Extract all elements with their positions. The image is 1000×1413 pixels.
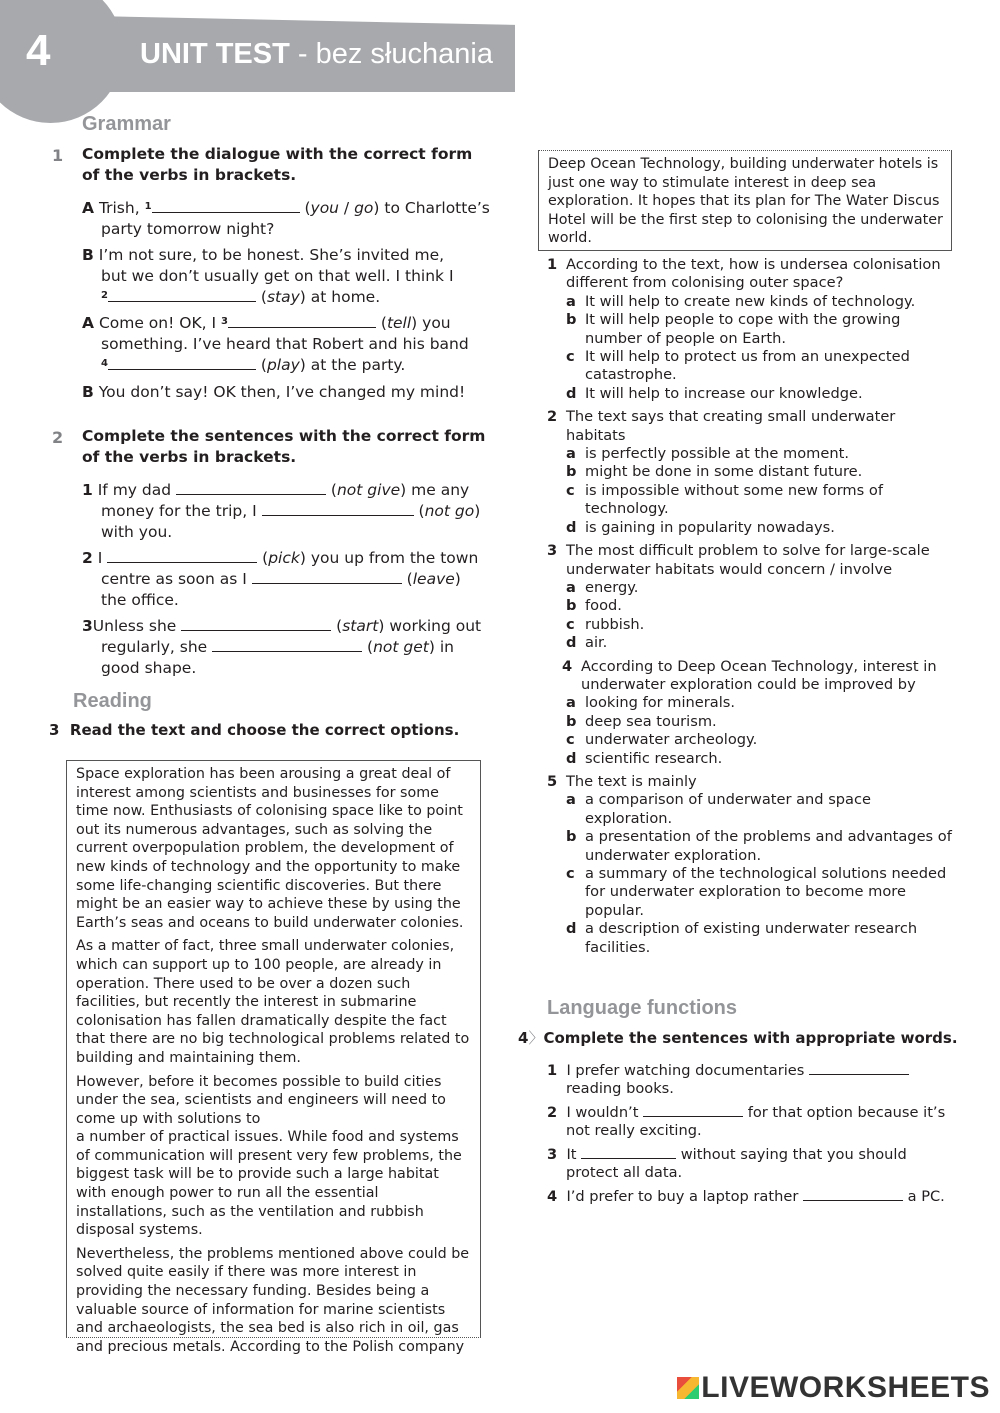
blank-8[interactable]: [252, 569, 402, 584]
reading-paragraph-1: Space exploration has been arousing a great deal of interest among scientists and businesses for some time now. Enthusiasts of colonising space like to point out its numerous advantages, such as solving the current overpopulation problem, the development of new kinds of technology and the opportunity to make some life-changing scientific discoveries. But there might be an easier way to achieve these by using the Earth’s seas and oceans to build underwater colonies.: [76, 766, 464, 931]
question-2: [547, 408, 952, 537]
option-2a[interactable]: a is perfectly possible at the moment.: [566, 445, 849, 463]
title-rest: - bez słuchania: [289, 38, 493, 70]
reading-paragraph-5: Deep Ocean Technology, building underwater hotels is just one way to stimulate interest in deep sea exploration. It hopes that its plan for The Water Discus Hotel will be the first step to colonising the underwater world.: [548, 156, 943, 247]
option-3c[interactable]: c rubbish.: [566, 615, 645, 633]
title-bold: UNIT TEST: [140, 38, 290, 70]
option-5c[interactable]: c a summary of the technological solutions needed for underwater exploration to become more popular.: [566, 865, 947, 919]
blank-2[interactable]: [108, 287, 256, 302]
logo-icon: [677, 1377, 699, 1399]
reading-text-box-continued: [538, 150, 952, 251]
section-language-functions: Language functions: [547, 997, 737, 1019]
section-reading: Reading: [73, 690, 152, 712]
option-4c[interactable]: c underwater archeology.: [566, 731, 758, 749]
blank-3[interactable]: [228, 313, 376, 328]
page-title: [140, 38, 493, 71]
sentence-4-1: 1 I prefer watching documentaries reading books.: [547, 1060, 952, 1099]
unit-badge: [0, 0, 123, 123]
question-stem: 1 According to the text, how is undersea colonisation different from colonising outer space?: [547, 256, 941, 292]
exercise-1-instruction: Complete the dialogue with the correct form of the verbs in brackets.: [82, 145, 473, 184]
reading-paragraph-2: As a matter of fact, three small underwater colonies, which can support up to 100 people, are already in operation. There used to be over a dozen such facilities, but recently the interest in submarine colonisation has fallen dramatically despite the fact that there are no big technological problems related to building and maintaining them.: [76, 938, 470, 1066]
section-grammar: Grammar: [82, 113, 171, 135]
sentence-2-1: 1 If my dad (not give) me any money for the trip, I (not go) with you.: [82, 481, 481, 541]
blank-12[interactable]: [643, 1102, 743, 1117]
blank-9[interactable]: [181, 616, 331, 631]
sentence-4-2: 2 I wouldn’t for that option because it’s not really exciting.: [547, 1104, 946, 1140]
option-2d[interactable]: d is gaining in popularity nowadays.: [566, 518, 835, 536]
option-3d[interactable]: d air.: [566, 634, 608, 652]
dialogue-line-b1: B I’m not sure, to be honest. She’s invited me, but we don’t usually get on that well. I think I $^2$ (stay) at home.: [82, 246, 454, 306]
dialogue-line-a2: A Come on! OK, I $^3$ (tell) you something. I’ve heard that Robert and his band $^4$ (play) at the party.: [82, 314, 469, 374]
blank-11[interactable]: [809, 1060, 909, 1075]
blank-6[interactable]: [262, 501, 414, 516]
reading-questions: [547, 256, 952, 962]
question-5: [547, 773, 952, 957]
blank-13[interactable]: [581, 1144, 676, 1159]
option-5b[interactable]: b a presentation of the problems and advantages of underwater exploration.: [566, 828, 952, 864]
dialogue-line-a1: A Trish, $^1$ (you / go) to Charlotte’s party tomorrow night?: [82, 199, 490, 238]
blank-5[interactable]: [176, 480, 326, 495]
dialogue-line-b2: B You don’t say! OK then, I’ve changed my mind!: [82, 383, 466, 401]
question-1: [547, 256, 952, 403]
option-3a[interactable]: a energy.: [566, 578, 639, 596]
question-stem: 4 According to Deep Ocean Technology, interest in underwater exploration could be improved by: [562, 657, 937, 693]
option-2b[interactable]: b might be done in some distant future.: [566, 463, 863, 481]
option-4d[interactable]: d scientific research.: [566, 749, 723, 767]
reading-text-box: [66, 760, 481, 1355]
option-1b[interactable]: b It will help people to cope with the growing number of people on Earth.: [566, 311, 901, 347]
blank-7[interactable]: [107, 548, 257, 563]
blank-4[interactable]: [108, 355, 256, 370]
option-1d[interactable]: d It will help to increase our knowledge.: [566, 384, 863, 402]
reading-paragraph-3a: However, before it becomes possible to build cities under the sea, scientists and engineers will need to come up with solutions to: [76, 1073, 446, 1127]
option-4b[interactable]: b deep sea tourism.: [566, 712, 717, 730]
reading-paragraph-3b: a number of practical issues. While food and systems of communication will present very few problems, the biggest task will be to provide such a large habitat with enough power to run all the essential installations, such as the ventilation and rubbish disposal systems.: [76, 1129, 462, 1239]
question-3: [547, 542, 952, 652]
option-4a[interactable]: a looking for minerals.: [566, 694, 736, 712]
option-5d[interactable]: d a description of existing underwater research facilities.: [566, 920, 918, 956]
option-1a[interactable]: a It will help to create new kinds of technology.: [566, 292, 916, 310]
option-1c[interactable]: c It will help to protect us from an unexpected catastrophe.: [566, 348, 910, 384]
blank-10[interactable]: [212, 637, 362, 652]
exercise-2-number: 2: [52, 428, 64, 447]
blank-14[interactable]: [803, 1186, 903, 1201]
exercise-1-number: 1: [52, 146, 64, 165]
question-4: [547, 658, 952, 768]
sentence-2-2: 2 I (pick) you up from the town centre as soon as I (leave) the office.: [82, 549, 479, 609]
reading-paragraph-4: Nevertheless, the problems mentioned above could be solved quite easily if there was more interest in providing the necessary funding. Besides being a valuable source of information for marine scientists and archaeologists, the sea bed is also rich in oil, gas and precious metals. According to the Polish company: [76, 1245, 470, 1355]
question-stem: 3 The most difficult problem to solve for large-scale underwater habitats would concern / involve: [547, 542, 930, 578]
sentence-2-3: 3Unless she (start) working out regularly, she (not get) in good shape.: [82, 617, 482, 677]
option-2c[interactable]: c is impossible without some new forms of technology.: [566, 481, 883, 518]
sentence-4-3: 3 It without saying that you should protect all data.: [547, 1146, 907, 1182]
exercise-4-instruction: 4〉Complete the sentences with appropriate words.: [518, 1029, 958, 1047]
exercise-3-instruction: 3 Read the text and choose the correct options.: [49, 721, 460, 739]
liveworksheets-logo: LIVEWORKSHEETS: [677, 1371, 990, 1405]
exercise-2-instruction: Complete the sentences with the correct form of the verbs in brackets.: [82, 427, 486, 466]
question-stem: 5 The text is mainly: [547, 772, 697, 790]
question-stem: 2 The text says that creating small underwater habitats: [547, 408, 896, 444]
blank-1[interactable]: [152, 198, 300, 213]
sentence-4-4: 4 I’d prefer to buy a laptop rather a PC.: [547, 1188, 945, 1205]
option-5a[interactable]: a a comparison of underwater and space exploration.: [566, 791, 872, 827]
unit-number: 4: [26, 26, 51, 75]
option-3b[interactable]: b food.: [566, 597, 622, 615]
